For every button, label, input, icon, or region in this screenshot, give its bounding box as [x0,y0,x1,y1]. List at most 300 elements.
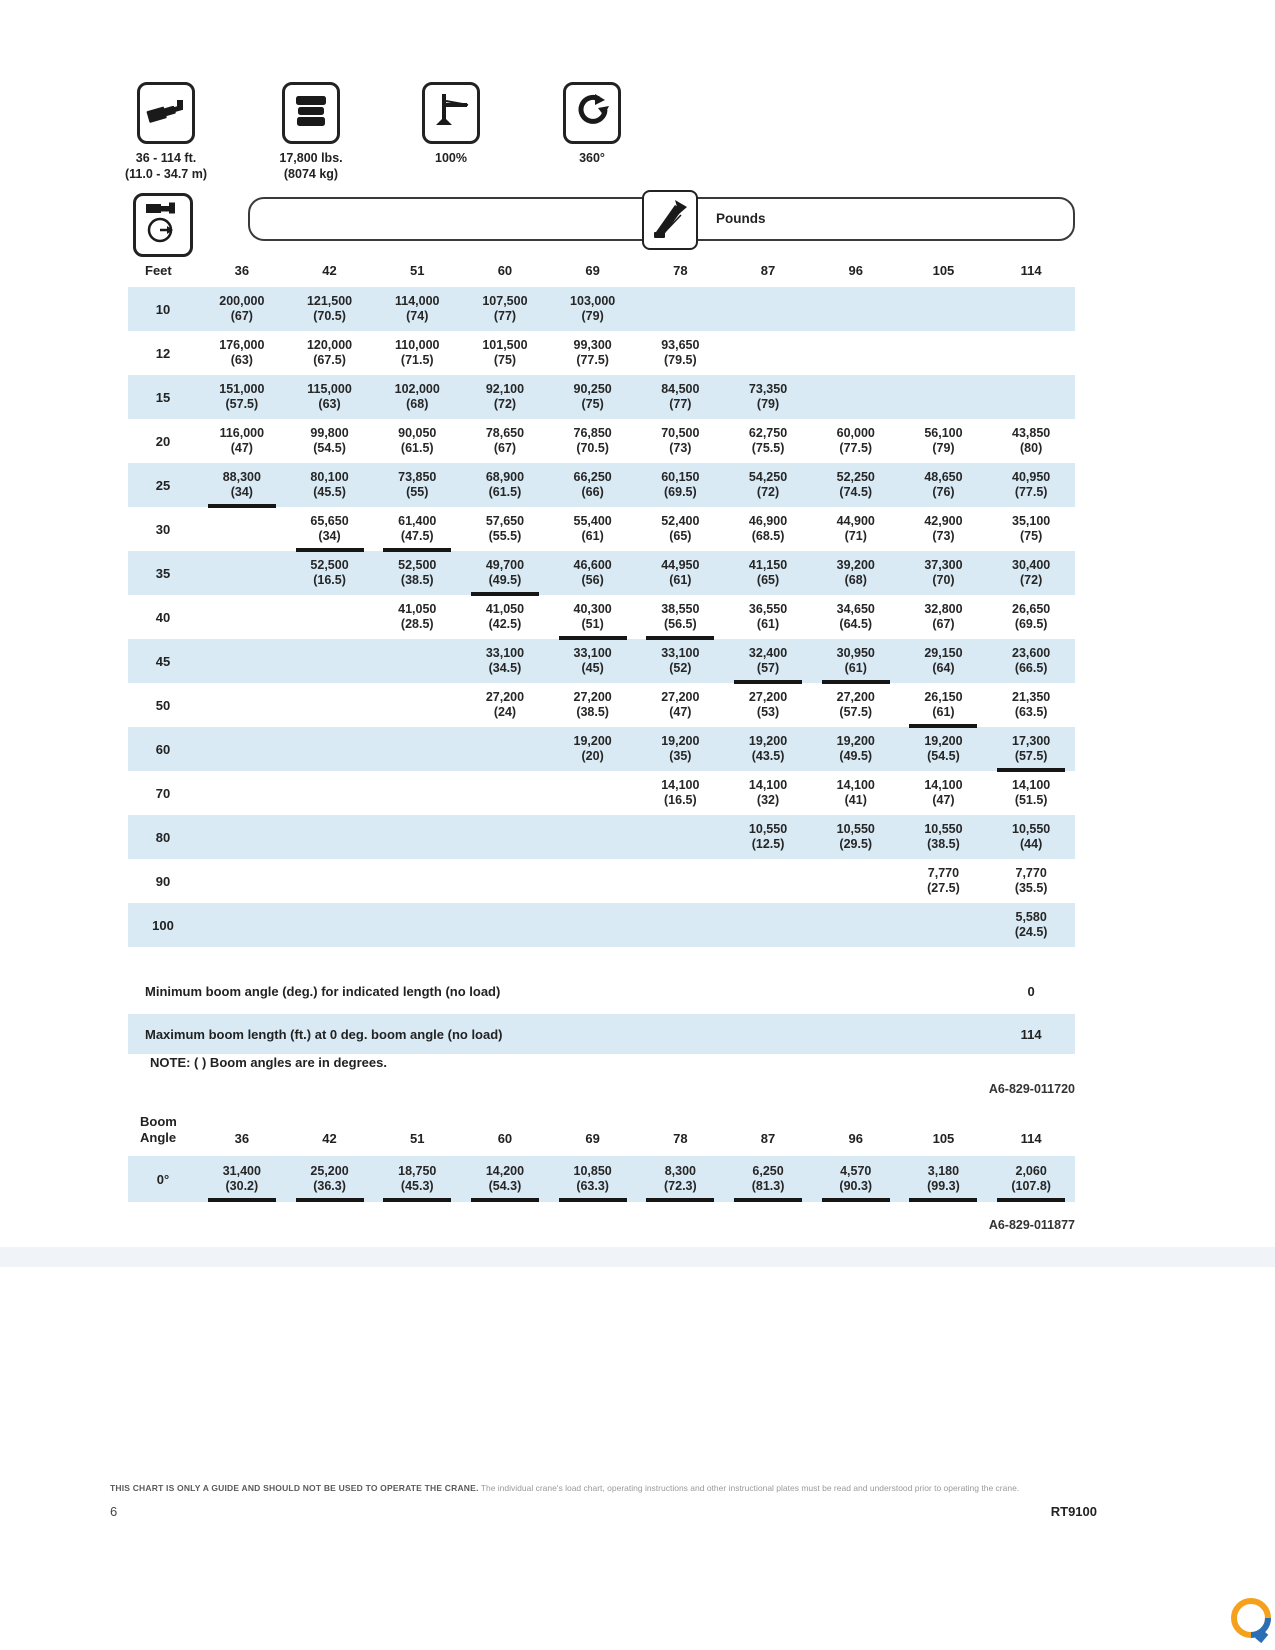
boom-angle-value: (38.5) [400,573,434,587]
boom-angle-value: (77) [669,397,692,411]
load-value: 73,850 [398,470,437,484]
load-cell [987,734,1075,764]
load-cell [549,338,637,368]
row-label: 40 [155,609,171,625]
load-cell [286,382,374,412]
load-cell [812,602,900,632]
load-cell [549,294,637,324]
load-value: 19,200 [924,734,963,748]
boom-angle-value: (24.5) [1014,925,1048,939]
column-header: 78 [673,263,688,278]
boom-angle-value: (45.5) [313,485,346,499]
counterweight-spec [262,82,360,182]
boom-angle-value: (42.5) [488,617,522,631]
outrigger-spec [420,82,482,166]
boom-angle-value: (35) [669,749,692,763]
table-row [128,507,1075,551]
page-number: 6 [110,1504,118,1519]
row-label: 15 [155,389,171,405]
load-cell [286,514,374,544]
load-cell [286,426,374,456]
column-header: 42 [322,263,337,278]
load-value: 42,900 [924,514,963,528]
load-value: 49,700 [485,558,525,572]
load-cell [549,1164,637,1194]
boom-angle-value: (75) [493,353,517,367]
table-row [128,815,1075,859]
boom-angle-value: (72) [1020,573,1043,587]
load-cell [373,294,461,324]
load-value: 70,500 [661,426,700,440]
boom-angle-value: (70) [932,573,955,587]
load-value: 66,250 [573,470,612,484]
load-cell [987,690,1075,720]
boom-angle-value: (32) [756,793,780,807]
load-cell [812,558,900,588]
load-cell [461,382,549,412]
boom-angle-value: (99.3) [927,1179,960,1193]
column-header: 96 [848,263,863,278]
crane-lift-icon-box [642,190,698,250]
load-cell [461,426,549,456]
load-cell [461,558,549,588]
load-value: 115,000 [307,382,352,396]
load-cell [461,294,549,324]
table-row [128,331,1075,375]
boom-angle-value: (61.5) [400,441,434,455]
boom-angle-value: (80) [1020,441,1043,455]
load-value: 10,550 [748,822,788,836]
boom-angle-value: (51) [581,617,604,631]
column-header: 96 [848,1131,863,1146]
load-value: 33,100 [573,646,612,660]
load-table-body [128,287,1075,947]
load-cell [812,470,900,500]
load-value: 101,500 [482,338,528,352]
boom-angle-value: (44) [1020,837,1043,851]
load-value: 52,500 [310,558,349,572]
load-cell [549,382,637,412]
boom-angle-value: (24) [493,705,517,719]
boom-angle-value: (54.3) [488,1179,522,1193]
boom-angle-value: (77) [493,309,517,323]
boom-angle-value: (74) [406,309,429,323]
load-value: 33,100 [661,646,700,660]
boom-angle-value: (27.5) [927,881,960,895]
load-cell [812,690,900,720]
load-cell [461,338,549,368]
boom-angle-value: (56.5) [664,617,697,631]
load-value: 90,050 [398,426,437,440]
units-label: Pounds [716,211,766,226]
table-row [128,683,1075,727]
load-value: 10,550 [1012,822,1051,836]
boom-angle-value: (34) [230,485,253,499]
boom-angle-value: (30.2) [225,1179,259,1193]
outrigger-icon-box [422,82,480,144]
load-value: 54,250 [748,470,788,484]
counterweight-metric: (8074 kg) [283,167,339,181]
load-cell [987,514,1075,544]
boom-angle-value: (57) [756,661,780,675]
load-value: 27,200 [748,690,788,704]
boom-angle-value: (81.3) [751,1179,785,1193]
load-value: 62,750 [748,426,788,440]
load-value: 61,400 [398,514,437,528]
load-value: 90,250 [573,382,612,396]
boom-angle-value: (57.5) [225,397,259,411]
swing-range-icon [574,93,610,134]
load-value: 19,200 [661,734,700,748]
boom-angle-value: (34.5) [488,661,522,675]
load-value: 19,200 [748,734,788,748]
load-value: 29,150 [924,646,963,660]
table-row [128,287,1075,331]
load-cell [724,1164,812,1194]
load-value: 44,900 [836,514,875,528]
boom-angle-value: (77.5) [576,353,609,367]
load-value: 14,100 [661,778,700,792]
boom-angle-value: (90.3) [839,1179,873,1193]
load-value: 102,000 [394,382,440,396]
load-value: 23,600 [1012,646,1051,660]
boom-angle-value: (67) [230,309,253,323]
load-cell [900,1164,988,1194]
boom-length-value: 36 - 114 ft. [135,151,197,165]
load-value: 48,650 [924,470,963,484]
table-row [128,771,1075,815]
row-label: 30 [155,521,171,537]
boom-angle-value: (61) [844,661,867,675]
radius-boom-icon-box [133,193,193,257]
boom-angle-value: (71) [844,529,867,543]
boom-angle-value: (72) [756,485,780,499]
boom-angle-value: (47) [669,705,692,719]
boom-angle-value: (55.5) [488,529,522,543]
boom-angle-value: (54.5) [313,441,346,455]
load-value: 114,000 [394,294,440,308]
load-value: 200,000 [219,294,265,308]
boom-angle-value: (57.5) [1014,749,1048,763]
boom-angle-value: (79) [581,309,604,323]
boom-angle-value: (38.5) [576,705,609,719]
boom-angle-value: (63) [230,353,253,367]
boom-angle-value: (72.3) [664,1179,697,1193]
load-value: 14,100 [924,778,963,792]
load-cell [549,558,637,588]
load-cell [373,558,461,588]
load-cell [286,294,374,324]
load-cell [636,734,724,764]
load-value: 76,850 [573,426,612,440]
row-label: 0° [156,1171,170,1187]
boom-angle-note: NOTE: ( ) Boom angles are in degrees. [150,1055,387,1070]
load-value: 99,800 [310,426,349,440]
column-header: 105 [932,1131,955,1146]
load-value: 10,850 [573,1164,612,1178]
boom-angle-value: (76) [932,485,955,499]
load-cell [636,426,724,456]
load-cell [812,1164,900,1194]
boom-angle-value: (71.5) [400,353,434,367]
boom-angle-value: (77.5) [1014,485,1048,499]
load-cell [900,558,988,588]
table-row [128,727,1075,771]
max-boom-length-label: Maximum boom length (ft.) at 0 deg. boom angle (no load) [145,1026,503,1042]
load-cell [373,514,461,544]
radius-boom-icon [143,201,183,250]
boom-angle-value: (16.5) [313,573,346,587]
boom-length-icon-box [137,82,195,144]
load-value: 36,550 [748,602,788,616]
scan-artifact-band [0,1247,1275,1267]
boom-angle-value: (61) [756,617,780,631]
load-value: 40,950 [1012,470,1051,484]
load-value: 35,100 [1012,514,1051,528]
min-boom-angle-label: Minimum boom angle (deg.) for indicated length (no load) [145,983,501,999]
boom-angle-value: (49.5) [488,573,522,587]
column-header: 105 [932,263,955,278]
load-cell [724,558,812,588]
load-cell [900,822,988,852]
load-cell [461,1164,549,1194]
load-value: 27,200 [485,690,525,704]
load-cell [724,822,812,852]
load-cell [373,338,461,368]
boom-angle-header-line2: Angle [140,1130,177,1145]
load-value: 84,500 [661,382,700,396]
counterweight-icon [293,92,329,135]
table-row [128,375,1075,419]
feet-column-header: Feet [145,263,172,278]
load-value: 4,570 [840,1164,872,1178]
load-cell [286,558,374,588]
load-value: 60,150 [661,470,700,484]
boom-length-icon [146,93,186,134]
boom-angle-header-line1: Boom [140,1114,177,1129]
load-value: 14,100 [1012,778,1051,792]
row-label: 12 [155,345,171,361]
load-cell [987,646,1075,676]
load-value: 17,300 [1012,734,1051,748]
load-cell [198,382,286,412]
row-label: 35 [155,565,171,581]
column-header: 69 [585,1131,600,1146]
load-cell [198,338,286,368]
load-value: 65,650 [310,514,349,528]
boom-angle-value: (68.5) [751,529,785,543]
column-header: 36 [234,1131,250,1146]
outrigger-icon [432,92,470,135]
load-cell [987,602,1075,632]
load-value: 10,550 [836,822,875,836]
boom-angle-value: (45.3) [400,1179,434,1193]
load-value: 52,250 [836,470,875,484]
crane-lift-icon [650,196,690,245]
load-cell [373,426,461,456]
load-cell [373,1164,461,1194]
boom-angle-value: (56) [581,573,604,587]
load-value: 46,900 [748,514,788,528]
boom-angle-value: (45) [581,661,604,675]
boom-angle-value: (35.5) [1014,881,1048,895]
load-value: 26,650 [1012,602,1051,616]
load-cell [724,690,812,720]
swing-range-value: 360° [579,151,605,165]
load-cell [461,514,549,544]
boom-angle-value: (57.5) [839,705,873,719]
min-boom-angle-row [128,975,1075,1007]
swing-range-spec [561,82,623,166]
load-cell [461,470,549,500]
load-cell [900,470,988,500]
load-cell [549,646,637,676]
boom-angle-value: (65) [756,573,780,587]
row-label: 25 [155,477,171,493]
load-cell [636,778,724,808]
load-value: 19,200 [573,734,612,748]
load-cell [549,514,637,544]
boom-angle-value: (43.5) [751,749,785,763]
boom-angle-value: (107.8) [1011,1179,1051,1193]
load-value: 99,300 [573,338,612,352]
boom-angle-value: (63) [318,397,341,411]
load-cell [636,338,724,368]
load-value: 39,200 [836,558,875,572]
load-cell [987,1164,1075,1194]
load-value: 116,000 [219,426,265,440]
max-boom-length-row [128,1014,1075,1054]
load-cell [461,690,549,720]
load-value: 14,100 [836,778,875,792]
load-value: 46,600 [573,558,612,572]
load-cell [198,470,286,500]
load-value: 30,400 [1012,558,1051,572]
boom-angle-value: (64.5) [839,617,873,631]
load-cell [461,646,549,676]
boom-angle-value: (52) [669,661,692,675]
load-cell [812,426,900,456]
load-value: 93,650 [661,338,700,352]
footer-disclaimer-rest: The individual crane's load chart, operating instructions and other instructional plates must be read and understood prior to operating the crane. [480,1483,1020,1493]
load-value: 27,200 [661,690,700,704]
load-value: 7,770 [1015,866,1047,880]
load-cell [987,558,1075,588]
boom-length-metric: (11.0 - 34.7 m) [125,167,207,181]
boom-angle-value: (69.5) [1014,617,1048,631]
load-value: 32,800 [924,602,963,616]
load-value: 120,000 [306,338,353,352]
boom-angle-value: (29.5) [839,837,873,851]
load-cell [900,646,988,676]
load-cell [900,866,988,896]
load-value: 30,950 [836,646,875,660]
column-header: 42 [322,1131,337,1146]
table-row [128,463,1075,507]
load-value: 14,100 [748,778,788,792]
boom-angle-value: (64) [932,661,955,675]
boom-angle-value: (74.5) [839,485,873,499]
boom-angle-value: (47) [932,793,955,807]
counterweight-icon-box [282,82,340,144]
boom-angle-value: (79.5) [664,353,697,367]
row-label: 100 [152,917,174,933]
load-value: 27,200 [573,690,612,704]
load-cell [900,778,988,808]
boom-angle-column-header [128,1114,198,1146]
boom-angle-value: (47.5) [400,529,434,543]
swing-range-icon-box [563,82,621,144]
boom-angle-value: (68) [406,397,429,411]
load-value: 41,150 [748,558,788,572]
counterweight-value: 17,800 lbs. [279,151,343,165]
load-value: 43,850 [1012,426,1051,440]
boom-angle-value: (73) [669,441,692,455]
boom-angle-value: (49.5) [839,749,873,763]
boom-angle-table-header [128,1098,1075,1146]
column-header: 60 [497,1131,513,1146]
load-cell [987,426,1075,456]
column-header: 51 [410,1131,425,1146]
column-header: 36 [234,263,250,278]
load-value: 52,500 [398,558,437,572]
row-label: 90 [155,873,171,889]
min-boom-angle-value: 0 [1027,983,1035,999]
boom-angle-value: (67.5) [313,353,346,367]
load-value: 6,250 [752,1164,784,1178]
boom-angle-value: (51.5) [1014,793,1048,807]
load-cell [812,514,900,544]
boom-angle-value: (61.5) [488,485,522,499]
load-value: 32,400 [748,646,788,660]
boom-angle-value: (16.5) [664,793,697,807]
load-value: 78,650 [485,426,525,440]
table-row [128,551,1075,595]
load-value: 26,150 [924,690,963,704]
boom-angle-value: (47) [230,441,253,455]
boom-angle-value: (69.5) [664,485,697,499]
table-row [128,419,1075,463]
load-value: 121,500 [306,294,353,308]
column-header: 51 [410,263,425,278]
load-value: 14,200 [485,1164,525,1178]
load-cell [636,558,724,588]
load-value: 56,100 [924,426,963,440]
load-cell [900,734,988,764]
reference-number-1: A6-829-011720 [988,1082,1075,1096]
column-header: 87 [760,263,776,278]
load-value: 31,400 [222,1164,261,1178]
load-value: 52,400 [661,514,700,528]
load-cell [636,1164,724,1194]
load-value: 27,200 [836,690,875,704]
boom-angle-value: (55) [406,485,429,499]
load-value: 57,650 [485,514,525,528]
load-cell [812,646,900,676]
table-row [128,639,1075,683]
load-value: 5,580 [1015,910,1047,924]
boom-angle-value: (70.5) [313,309,346,323]
load-value: 2,060 [1015,1164,1047,1178]
column-header: 69 [585,263,600,278]
load-cell [987,822,1075,852]
boom-angle-value: (54.5) [927,749,960,763]
row-label: 20 [155,433,171,449]
row-label: 60 [155,741,171,757]
boom-angle-value: (66) [581,485,604,499]
boom-angle-value: (75.5) [751,441,785,455]
column-header: 60 [497,263,513,278]
